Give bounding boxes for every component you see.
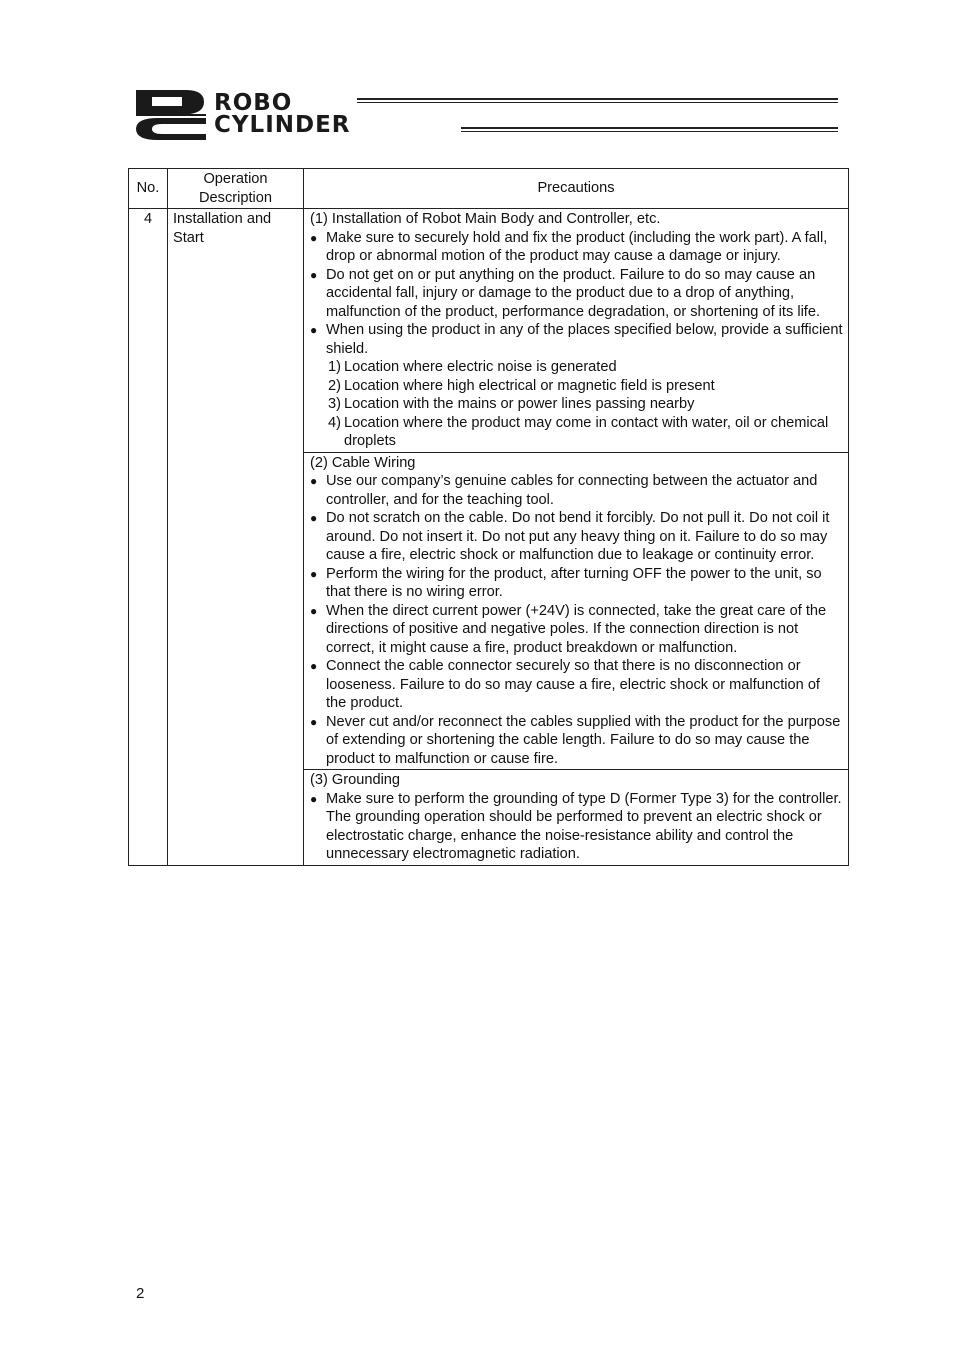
bullet-icon: ● [310, 323, 318, 337]
operation-description: Installation and Start [168, 209, 304, 866]
row-number: 4 [129, 209, 168, 866]
section-installation [304, 209, 849, 453]
list-item: ● When the direct current power (+24V) is connected, take the great care of the directions of positive and negative poles. If the connection direction is not correct, it might cause a fire, product breakdown or malfunction. [310, 602, 827, 656]
table-row [129, 209, 849, 453]
section-title: (2) Cable Wiring [310, 454, 416, 471]
bullet-icon: ● [310, 474, 318, 488]
bullet-icon: ● [310, 603, 318, 618]
bullet-icon: ● [310, 791, 318, 806]
section-title: (1) Installation of Robot Main Body and Controller, etc. [310, 211, 661, 227]
logo-text-cylinder: CYLINDER [214, 112, 351, 138]
list-item: 2) Location where high electrical or magnetic field is present [328, 377, 715, 394]
bullet-icon: ● [310, 566, 318, 581]
bullet-icon: ● [310, 230, 318, 245]
list-item: ● Perform the wiring for the product, after turning OFF the power to the unit, so that there is no wiring error. [310, 565, 822, 600]
header-rule-top [357, 98, 838, 103]
list-item: ● Do not scratch on the cable. Do not bend it forcibly. Do not pull it. Do not coil it around. Do not insert it. Do not put any heavy thing on it. Failure to do so may cause a fire, electric shock or malfunction due to leakage or continuity error. [310, 510, 830, 563]
header-no: No. [129, 169, 168, 209]
logo-text-robo: ROBO [214, 90, 293, 116]
bullet-icon: ● [310, 714, 318, 729]
header-precautions: Precautions [304, 169, 849, 209]
rc-logo-mark-icon [136, 90, 210, 140]
table-header-row [129, 169, 849, 209]
section-title: (3) Grounding [310, 772, 401, 788]
list-item: ● Never cut and/or reconnect the cables supplied with the product for the purpose of extending or shortening the cable length. Failure to do so may cause the product to malfunction or cause fire. [310, 713, 841, 767]
bullet-icon: ● [310, 267, 318, 282]
page-number: 2 [136, 1285, 145, 1302]
list-item: 4) Location where the product may come in contact with water, oil or chemical droplets [328, 414, 829, 449]
list-item: ● When using the product in any of the places specified below, provide a sufficient shield. [310, 322, 843, 357]
header-rule-bottom [461, 127, 838, 132]
list-item: ● Make sure to perform the grounding of type D (Former Type 3) for the controller. The grounding operation should be performed to prevent an electric shock or electrostatic charge, enhance the noise-resistance ability and control the unnecessary electromagnetic radiation. [310, 790, 842, 862]
bullet-icon: ● [310, 511, 318, 525]
list-item: ● Use our company’s genuine cables for connecting between the actuator and controller, and for the teaching tool. [310, 473, 818, 508]
list-item: ● Do not get on or put anything on the product. Failure to do so may cause an accidental fall, injury or damage to the product due to a drop of anything, malfunction of the product, performance degradation, or shortening of its life. [310, 266, 821, 320]
bullet-icon: ● [310, 659, 318, 673]
list-item: 1) Location where electric noise is generated [328, 359, 617, 375]
list-item: ● Connect the cable connector securely so that there is no disconnection or looseness. Failure to do so may cause a fire, electric shock or malfunction of the product. [310, 658, 820, 711]
list-item: 3) Location with the mains or power lines passing nearby [328, 396, 695, 412]
section-grounding [304, 770, 849, 866]
list-item: ● Make sure to securely hold and fix the product (including the work part). A fall, drop or abnormal motion of the product may cause a damage or injury. [310, 229, 828, 264]
header-operation: Operation Description [168, 169, 304, 209]
section-cable-wiring [304, 452, 849, 770]
precautions-table [128, 168, 849, 866]
